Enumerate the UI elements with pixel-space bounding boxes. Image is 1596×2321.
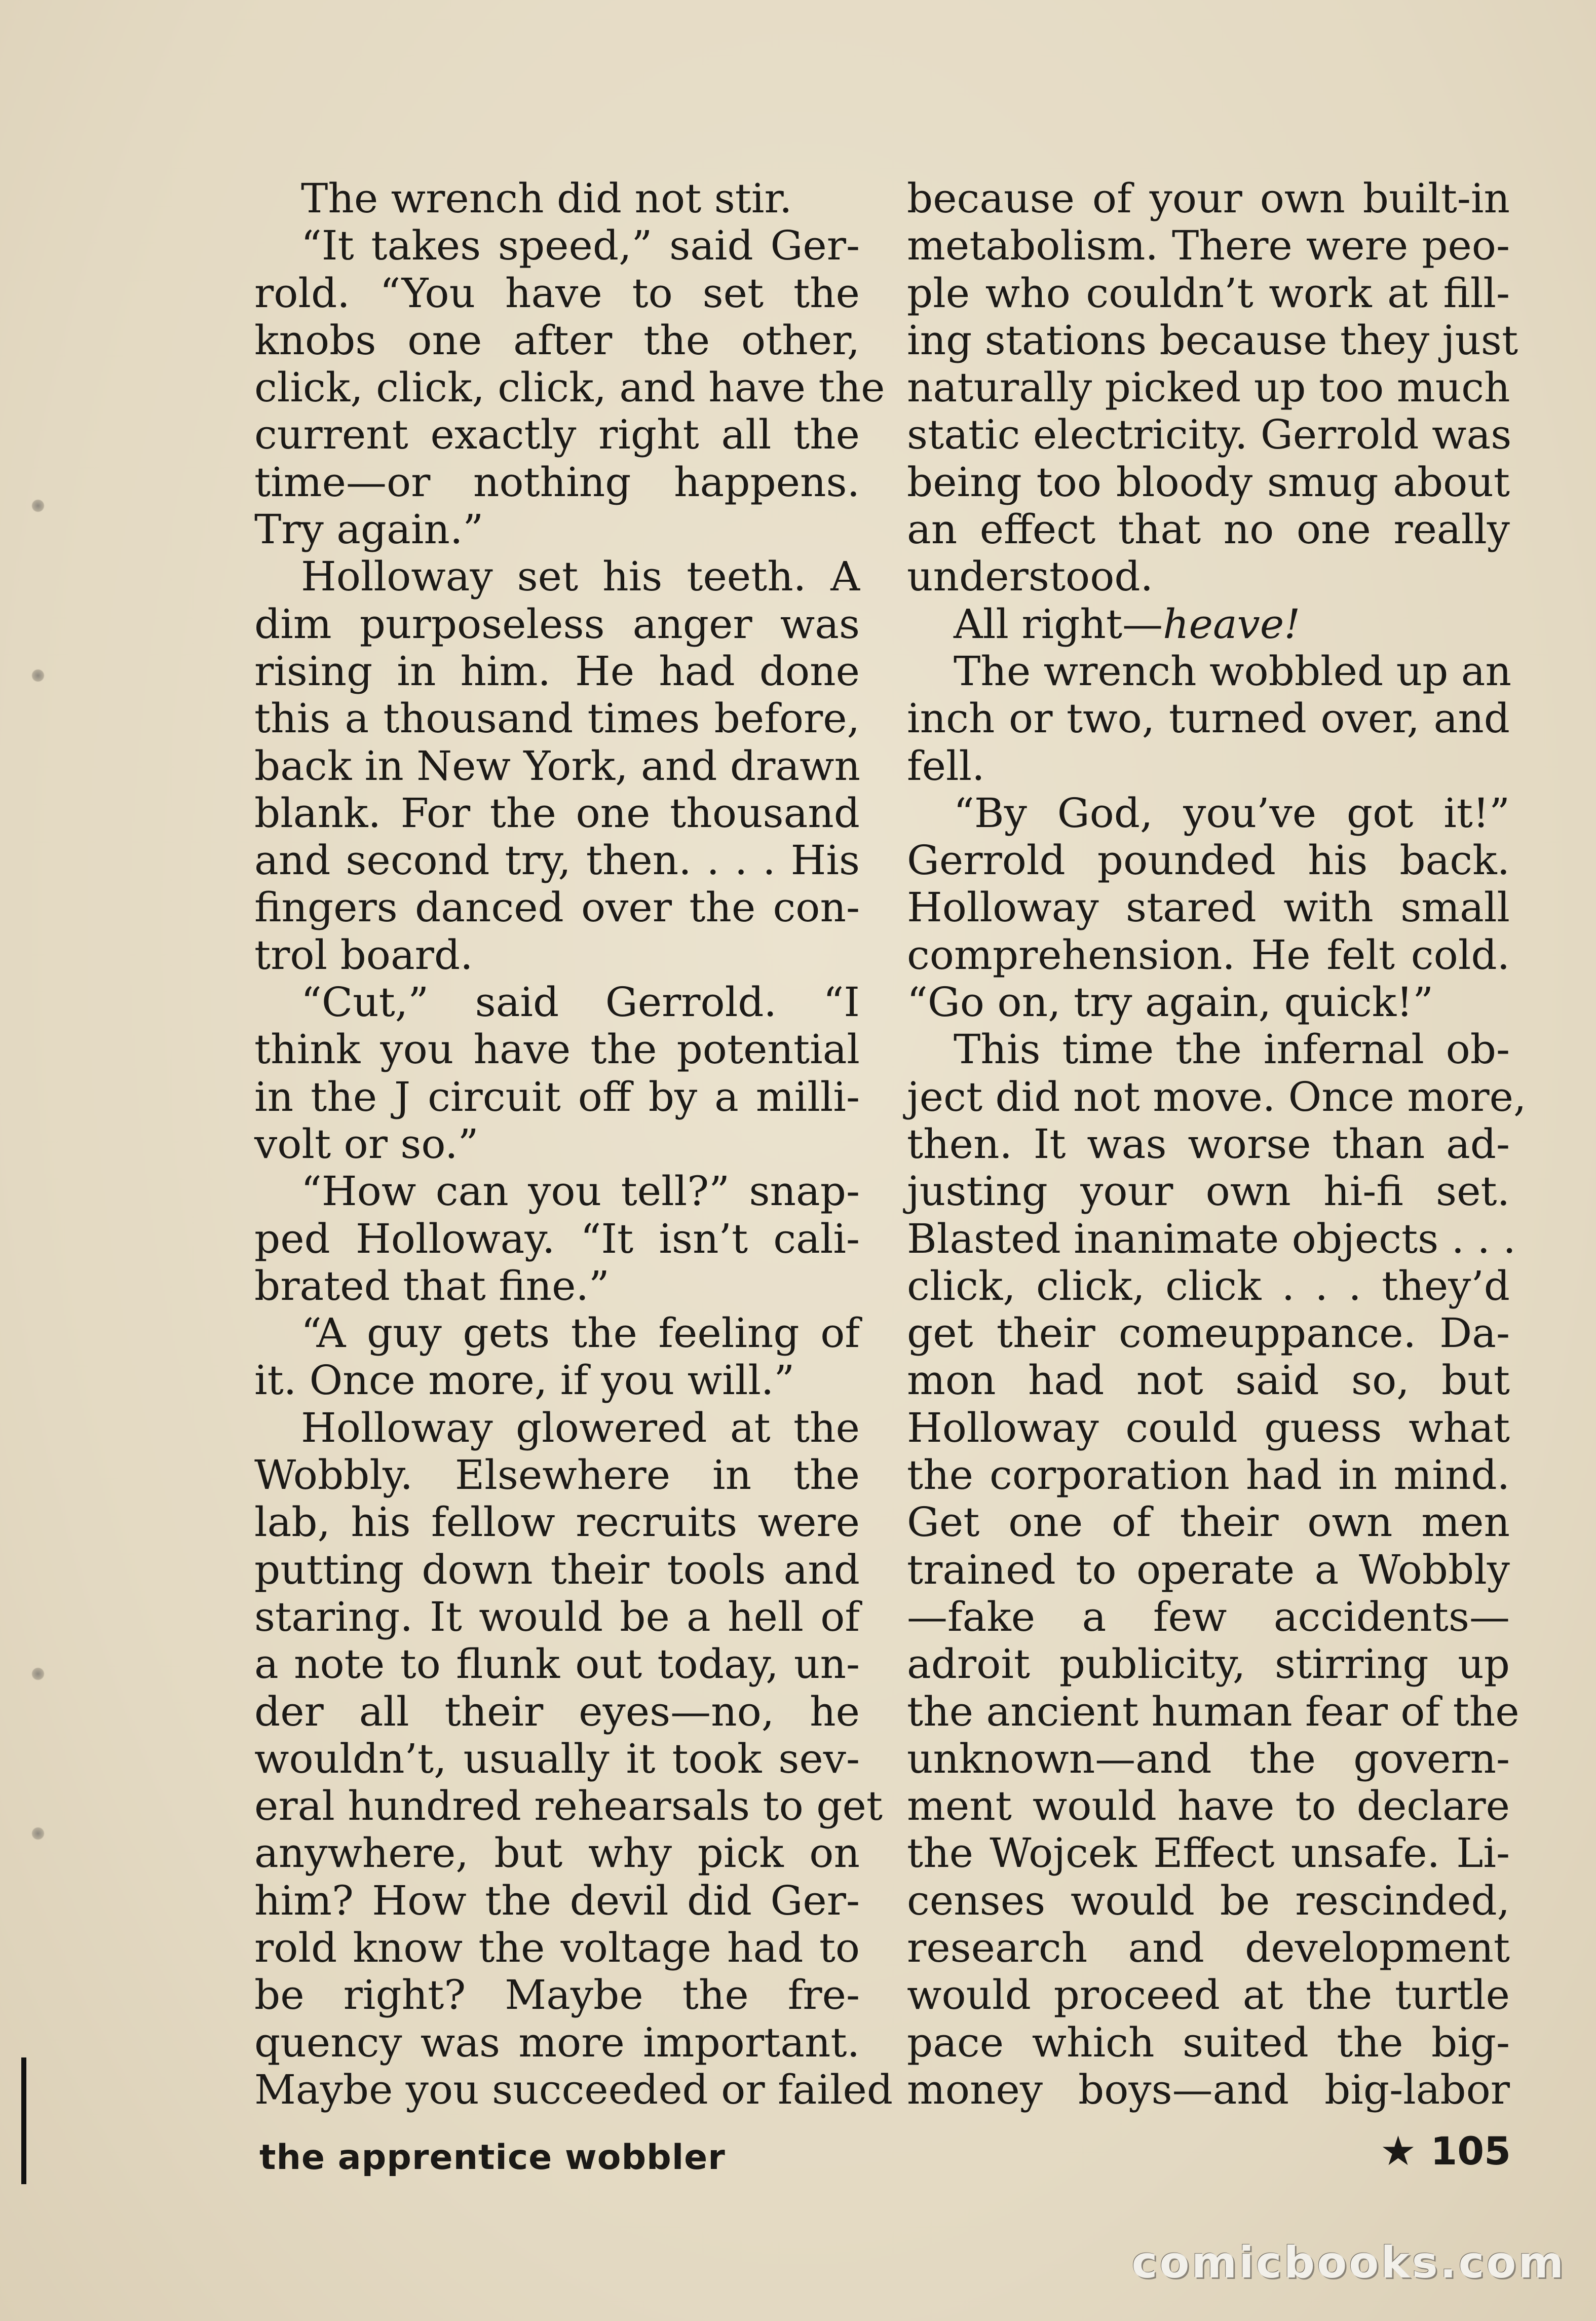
text-line: justing your own hi-fi set. — [907, 1168, 1510, 1215]
text-line: Maybe you succeeded or failed — [254, 2066, 893, 2113]
left-text-column — [254, 175, 893, 2113]
text-line: Blasted inanimate objects . . . — [907, 1215, 1516, 1262]
text-line: lab, his fellow recruits were — [254, 1499, 860, 1546]
text-line: censes would be rescinded, — [907, 1877, 1510, 1924]
text-line: rold. “You have to set the — [254, 269, 860, 317]
page-footer-number — [1380, 2128, 1511, 2174]
text-line: Try again.” — [254, 506, 484, 553]
text-line: metabolism. There were peo- — [907, 222, 1510, 270]
text-line: wouldn’t, usually it took sev- — [254, 1735, 860, 1782]
text-line: would proceed at the turtle — [907, 1971, 1510, 2019]
text-line: “A guy gets the feeling of — [301, 1309, 860, 1357]
text-line: ple who couldn’t work at fill- — [907, 269, 1510, 317]
text-line: Holloway stared with small — [907, 884, 1510, 931]
text-line: All right—heave! — [954, 600, 1301, 648]
text-line: then. It was worse than ad- — [907, 1120, 1510, 1168]
text-line: an effect that no one really — [907, 506, 1510, 553]
text-line: the ancient human fear of the — [907, 1688, 1519, 1735]
text-line: ject did not move. Once more, — [907, 1073, 1527, 1120]
text-line: knobs one after the other, — [254, 316, 860, 364]
text-line: think you have the potential — [254, 1026, 860, 1073]
text-line: volt or so.” — [254, 1120, 479, 1168]
text-line: Holloway set his teeth. A — [301, 553, 860, 601]
text-line: putting down their tools and — [254, 1546, 860, 1593]
text-line: inch or two, turned over, and — [907, 695, 1510, 742]
text-line: click, click, click . . . they’d — [907, 1262, 1510, 1309]
binding-mark — [21, 2057, 26, 2184]
text-line: The wrench did not stir. — [301, 175, 792, 222]
text-line: fingers danced over the con- — [254, 884, 860, 931]
text-line: eral hundred rehearsals to get — [254, 1782, 883, 1830]
text-line: comprehension. He felt cold. — [907, 931, 1510, 979]
text-line: unknown—and the govern- — [907, 1735, 1510, 1782]
text-line: Gerrold pounded his back. — [907, 837, 1510, 884]
text-line: “By God, you’ve got it!” — [954, 789, 1510, 837]
text-line: be right? Maybe the fre- — [254, 1971, 860, 2019]
text-line: this a thousand times before, — [254, 695, 860, 742]
text-line: because of your own built-in — [907, 175, 1510, 222]
text-line: dim purposeless anger was — [254, 600, 860, 648]
binding-hole — [31, 1667, 45, 1680]
text-line: get their comeuppance. Da- — [907, 1309, 1510, 1357]
text-line: Holloway glowered at the — [301, 1404, 860, 1451]
text-line: rold know the voltage had to — [254, 1924, 860, 1971]
text-line: money boys—and big-labor — [907, 2066, 1510, 2113]
text-line: being too bloody smug about — [907, 458, 1510, 506]
text-line: static electricity. Gerrold was — [907, 411, 1512, 459]
text-line: “Go on, try again, quick!” — [907, 979, 1434, 1026]
text-line: rising in him. He had done — [254, 647, 860, 695]
text-line: This time the infernal ob- — [954, 1026, 1510, 1073]
italic-text: heave! — [1163, 600, 1301, 648]
text-line: a note to flunk out today, un- — [254, 1640, 860, 1688]
text-line: “Cut,” said Gerrold. “I — [301, 979, 860, 1026]
page-number: 105 — [1430, 2128, 1511, 2174]
text-line: trained to operate a Wobbly — [907, 1546, 1510, 1593]
watermark: comicbooks.com — [1131, 2237, 1566, 2288]
text-line: ment would have to declare — [907, 1782, 1510, 1830]
text-line: back in New York, and drawn — [254, 742, 861, 790]
text-line: der all their eyes—no, he — [254, 1688, 860, 1735]
text-line: ped Holloway. “It isn’t cali- — [254, 1215, 860, 1262]
text-line: pace which suited the big- — [907, 2018, 1510, 2066]
text-line: and second try, then. . . . His — [254, 837, 860, 884]
text-line: Wobbly. Elsewhere in the — [254, 1451, 860, 1499]
text-line: Get one of their own men — [907, 1499, 1510, 1546]
star-icon: ★ — [1380, 2127, 1417, 2175]
text-line: The wrench wobbled up an — [954, 647, 1512, 695]
text-line: it. Once more, if you will.” — [254, 1357, 795, 1404]
right-text-column — [907, 175, 1527, 2113]
text-line: the Wojcek Effect unsafe. Li- — [907, 1829, 1510, 1877]
text-line: in the J circuit off by a milli- — [254, 1073, 860, 1120]
text-line: “How can you tell?” snap- — [301, 1168, 860, 1215]
running-title: the apprentice wobbler — [259, 2138, 726, 2178]
binding-hole — [31, 499, 45, 512]
text-line: trol board. — [254, 931, 473, 979]
text-line: the corporation had in mind. — [907, 1451, 1510, 1499]
text-line: understood. — [907, 553, 1154, 601]
text-line: anywhere, but why pick on — [254, 1829, 860, 1877]
text-line: click, click, click, and have the — [254, 364, 885, 411]
text-line: ing stations because they just — [907, 316, 1518, 364]
text-line: time—or nothing happens. — [254, 458, 860, 506]
text-line: adroit publicity, stirring up — [907, 1640, 1510, 1688]
text-line: Holloway could guess what — [907, 1404, 1510, 1451]
text-line: staring. It would be a hell of — [254, 1593, 860, 1640]
text-line: him? How the devil did Ger- — [254, 1877, 860, 1924]
text-line: fell. — [907, 742, 985, 790]
text-line: current exactly right all the — [254, 411, 860, 459]
text-line: quency was more important. — [254, 2018, 860, 2066]
text-line: research and development — [907, 1924, 1510, 1971]
text-line: blank. For the one thousand — [254, 789, 860, 837]
text-line: brated that fine.” — [254, 1262, 610, 1309]
binding-hole — [31, 669, 45, 682]
text-line: naturally picked up too much — [907, 364, 1510, 411]
text-line: “It takes speed,” said Ger- — [301, 222, 860, 270]
binding-hole — [31, 1827, 45, 1840]
text-line: mon had not said so, but — [907, 1357, 1510, 1404]
text-line: —fake a few accidents— — [907, 1593, 1510, 1640]
